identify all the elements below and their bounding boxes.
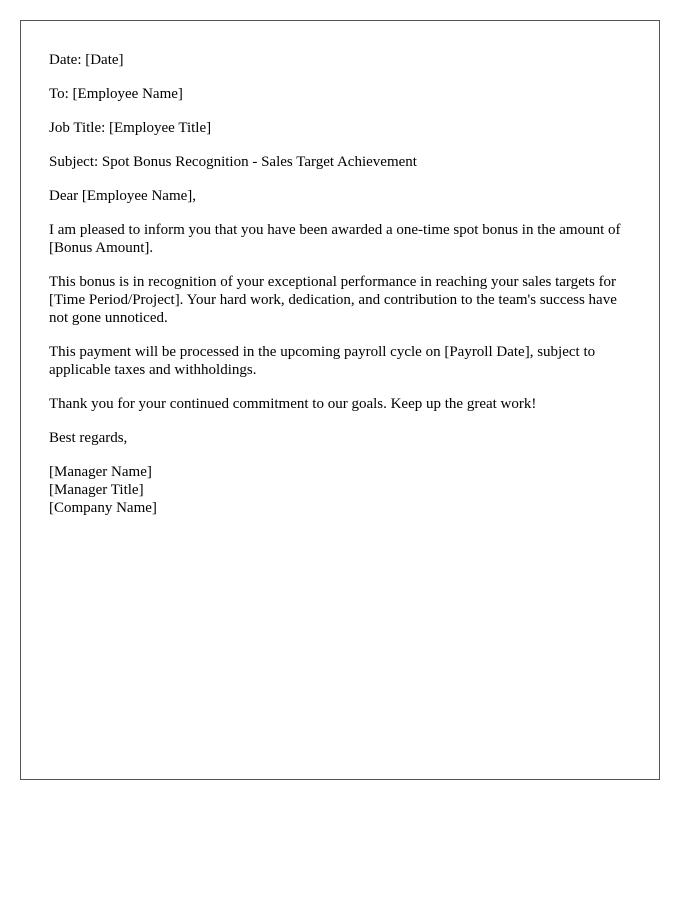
date-line: Date: [Date] bbox=[49, 52, 124, 68]
recipient-line: To: [Employee Name] bbox=[49, 86, 183, 102]
signature-title: [Manager Title] bbox=[49, 482, 144, 498]
salutation: Dear [Employee Name], bbox=[49, 188, 197, 204]
signature-name: [Manager Name] bbox=[49, 464, 152, 480]
job-title-line: Job Title: [Employee Title] bbox=[49, 120, 212, 136]
signature-company: [Company Name] bbox=[49, 500, 157, 516]
body-paragraph-thanks: Thank you for your continued commitment to our goals. Keep up the great work! bbox=[49, 396, 537, 412]
letter-document bbox=[20, 20, 660, 780]
closing-line: Best regards, bbox=[49, 430, 128, 446]
body-paragraph-award: I am pleased to inform you that you have been awarded a one-time spot bonus in the amount of [Bonus Amount]. bbox=[49, 222, 621, 256]
body-paragraph-payment: This payment will be processed in the upcoming payroll cycle on [Payroll Date], subject to applicable taxes and withholdings. bbox=[49, 344, 596, 378]
body-paragraph-recognition: This bonus is in recognition of your exceptional performance in reaching your sales targets for [Time Period/Project]. Your hard work, dedication, and contribution to the team's success have not gone unnoticed. bbox=[49, 274, 617, 326]
signature-block bbox=[49, 463, 631, 517]
subject-line: Subject: Spot Bonus Recognition - Sales Target Achievement bbox=[49, 154, 417, 170]
